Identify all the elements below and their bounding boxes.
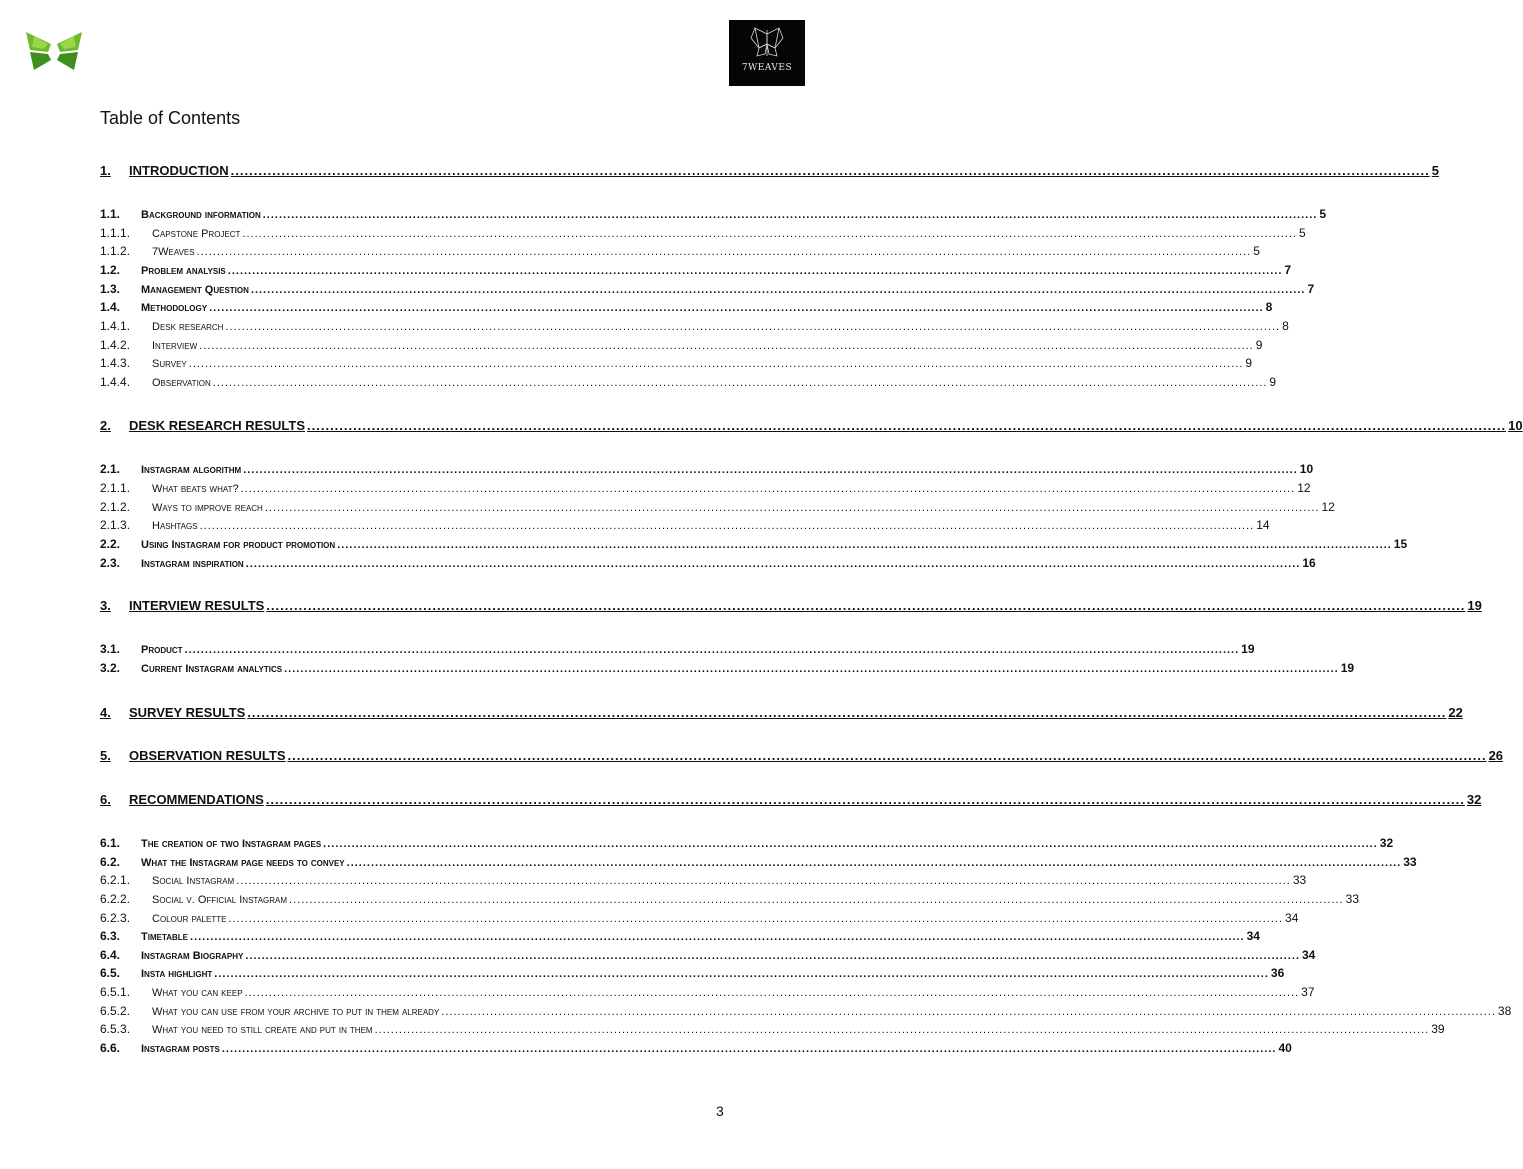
toc-entry-title: SURVEY RESULTS: [129, 705, 246, 720]
toc-entry-page: 19: [1467, 598, 1482, 613]
toc-entry-number: 6.6.: [100, 1041, 121, 1055]
butterfly-outline-icon: [729, 20, 805, 86]
toc-entry-page: 26: [1488, 748, 1504, 763]
dot-leader: ....................................................................................................................................................................................................................................................................: [265, 792, 1465, 807]
toc-entry[interactable]: [100, 375, 1277, 391]
toc-entry-number: 1.: [100, 163, 111, 178]
toc-entry[interactable]: [100, 418, 1523, 436]
toc-entry-page: 8: [1265, 300, 1273, 314]
toc-entry[interactable]: [100, 948, 1316, 964]
toc-entry[interactable]: [100, 244, 1260, 260]
dot-leader: ....................................................................................................................................................................................................................................................................: [199, 340, 1254, 352]
toc-entry-page: 9: [1245, 356, 1253, 370]
toc-entry-title: Using Instagram for product promotion: [141, 539, 336, 551]
dot-leader: ....................................................................................................................................................................................................................................................................: [441, 1006, 1496, 1018]
toc-entry-number: 2.1.2.: [100, 500, 131, 514]
toc-entry-page: 37: [1301, 985, 1315, 999]
dot-leader: ....................................................................................................................................................................................................................................................................: [245, 558, 1301, 570]
toc-entry-number: 1.1.2.: [100, 244, 131, 258]
toc-entry[interactable]: [100, 792, 1482, 810]
toc-entry-number: 6.5.2.: [100, 1004, 131, 1018]
toc-entry[interactable]: [100, 537, 1408, 553]
toc-entry-number: 6.2.1.: [100, 873, 131, 887]
toc-entry-title: Desk research: [152, 321, 224, 333]
dot-leader: ....................................................................................................................................................................................................................................................................: [323, 838, 1378, 850]
toc-entry-number: 2.3.: [100, 556, 121, 570]
toc-entry-title: What the Instagram page needs to convey: [141, 857, 345, 869]
toc-entry-title: Survey: [152, 358, 187, 370]
toc-entry-page: 9: [1255, 338, 1263, 352]
toc-entry-number: 1.4.4.: [100, 375, 131, 389]
dot-leader: ....................................................................................................................................................................................................................................................................: [289, 894, 1344, 906]
toc-entry[interactable]: [100, 226, 1306, 242]
toc-entry-title: Instagram posts: [141, 1043, 220, 1055]
toc-entry-page: 33: [1403, 855, 1417, 869]
toc-entry-title: INTERVIEW RESULTS: [129, 598, 265, 613]
toc-entry-page: 7: [1284, 263, 1292, 277]
toc-entry-number: 3.2.: [100, 661, 121, 675]
dot-leader: ....................................................................................................................................................................................................................................................................: [284, 663, 1339, 675]
toc-entry-title: Instagram algorithm: [141, 464, 242, 476]
toc-entry-title: Observation: [152, 377, 211, 389]
toc-entry-title: What beats what?: [152, 483, 239, 495]
toc-entry-page: 36: [1270, 966, 1285, 980]
dot-leader: ....................................................................................................................................................................................................................................................................: [240, 483, 1296, 495]
toc-entry-page: 40: [1278, 1041, 1292, 1055]
toc-entry-title: Methodology: [141, 302, 208, 314]
dot-leader: ....................................................................................................................................................................................................................................................................: [228, 913, 1284, 925]
toc-entry-number: 6.5.3.: [100, 1022, 131, 1036]
toc-entry-title: Social Instagram: [152, 875, 235, 887]
toc-entry-title: Instagram inspiration: [141, 558, 244, 570]
toc-entry-number: 6.5.1.: [100, 985, 131, 999]
toc-entry-page: 34: [1301, 948, 1316, 962]
dot-leader: ....................................................................................................................................................................................................................................................................: [214, 968, 1269, 980]
dot-leader: ....................................................................................................................................................................................................................................................................: [247, 705, 1447, 720]
toc-entry-number: 6.4.: [100, 948, 121, 962]
dot-leader: ....................................................................................................................................................................................................................................................................: [374, 1024, 1430, 1036]
toc-entry-number: 6.2.3.: [100, 911, 131, 925]
toc-entry-number: 4.: [100, 705, 111, 720]
toc-entry[interactable]: [100, 748, 1504, 766]
brand-logo: [729, 20, 805, 86]
toc-entry-number: 1.4.3.: [100, 356, 131, 370]
toc-entry-title: Ways to improve reach: [152, 502, 263, 514]
dot-leader: ....................................................................................................................................................................................................................................................................: [244, 987, 1300, 999]
toc-entry-title: What you can keep: [152, 987, 243, 999]
dot-leader: ....................................................................................................................................................................................................................................................................: [307, 418, 1507, 433]
toc-entry[interactable]: [100, 282, 1315, 298]
dot-leader: ....................................................................................................................................................................................................................................................................: [225, 321, 1281, 333]
toc-entry-title: What you need to still create and put in them: [152, 1024, 373, 1036]
toc-entry[interactable]: [100, 1041, 1292, 1057]
toc-entry[interactable]: [100, 855, 1417, 871]
toc-entry[interactable]: [100, 836, 1394, 852]
toc-entry-page: 34: [1285, 911, 1299, 925]
toc-entry-number: 6.1.: [100, 836, 121, 850]
toc-entry[interactable]: [100, 319, 1289, 335]
dot-leader: ....................................................................................................................................................................................................................................................................: [227, 265, 1283, 277]
toc-entry-title: Hashtags: [152, 520, 198, 532]
toc-entry[interactable]: [100, 966, 1285, 982]
toc-entry-page: 39: [1431, 1022, 1445, 1036]
toc-entry-title: Insta highlight: [141, 968, 213, 980]
toc-entry-page: 32: [1466, 792, 1482, 807]
toc-entry[interactable]: [100, 873, 1307, 889]
toc-entry-page: 12: [1297, 481, 1311, 495]
toc-entry-title: Instagram Biography: [141, 950, 244, 962]
toc-entry-title: The creation of two Instagram pages: [141, 838, 322, 850]
toc-entry[interactable]: [100, 642, 1255, 658]
dot-leader: ....................................................................................................................................................................................................................................................................: [264, 502, 1320, 514]
dot-leader: ....................................................................................................................................................................................................................................................................: [199, 520, 1255, 532]
toc-entry-number: 2.2.: [100, 537, 121, 551]
toc-entry-number: 3.: [100, 598, 111, 613]
toc-entry-title: DESK RESEARCH RESULTS: [129, 418, 306, 433]
toc-entry-page: 9: [1269, 375, 1277, 389]
toc-entry-number: 6.: [100, 792, 111, 807]
toc-entry-number: 1.3.: [100, 282, 121, 296]
toc-entry-page: 19: [1241, 642, 1255, 656]
toc-entry[interactable]: [100, 338, 1263, 354]
toc-entry-page: 33: [1345, 892, 1360, 906]
brand-name: 7WEAVES: [741, 63, 793, 73]
toc-entry-page: 10: [1508, 418, 1523, 433]
toc-entry-page: 38: [1497, 1004, 1512, 1018]
toc-entry-number: 1.4.2.: [100, 338, 131, 352]
toc-entry-page: 34: [1246, 929, 1260, 943]
toc-entry-title: Background information: [141, 209, 261, 221]
toc-entry-page: 19: [1340, 661, 1355, 675]
toc-entry-title: Current Instagram analytics: [141, 663, 283, 675]
toc-entry-title: Problem analysis: [141, 265, 226, 277]
toc-entry[interactable]: [100, 892, 1360, 908]
toc-entry[interactable]: [100, 985, 1315, 1001]
toc-entry[interactable]: [100, 661, 1355, 677]
toc-entry-page: 5: [1319, 207, 1327, 221]
toc-entry[interactable]: [100, 1004, 1512, 1020]
butterfly-logo-icon: [24, 30, 84, 72]
toc-entry[interactable]: [100, 556, 1316, 572]
toc-entry-number: 6.3.: [100, 929, 121, 943]
toc-entry[interactable]: [100, 356, 1253, 372]
toc-entry-title: Interview: [152, 340, 198, 352]
toc-entry-number: 1.1.: [100, 207, 121, 221]
toc-entry-page: 14: [1256, 518, 1270, 532]
toc-entry-title: Product: [141, 644, 183, 656]
toc-entry-title: Social v. Official Instagram: [152, 894, 288, 906]
toc-entry[interactable]: [100, 1022, 1445, 1038]
toc-entry-page: 15: [1393, 537, 1408, 551]
toc-entry-page: 16: [1302, 556, 1316, 570]
dot-leader: ....................................................................................................................................................................................................................................................................: [209, 302, 1264, 314]
toc-entry-number: 2.: [100, 418, 111, 433]
dot-leader: ....................................................................................................................................................................................................................................................................: [346, 857, 1402, 869]
toc-entry-title: Colour palette: [152, 913, 227, 925]
dot-leader: ....................................................................................................................................................................................................................................................................: [184, 644, 1240, 656]
dot-leader: ....................................................................................................................................................................................................................................................................: [242, 228, 1298, 240]
toc-entry-page: 32: [1379, 836, 1394, 850]
dot-leader: ....................................................................................................................................................................................................................................................................: [266, 598, 1466, 613]
toc-entry-number: 1.2.: [100, 263, 121, 277]
toc-entry[interactable]: [100, 705, 1463, 723]
toc-entry[interactable]: [100, 263, 1292, 279]
toc-entry[interactable]: [100, 518, 1270, 534]
toc-entry-page: 7: [1307, 282, 1315, 296]
toc-entry-page: 8: [1282, 319, 1289, 333]
toc-entry-page: 5: [1299, 226, 1306, 240]
toc-entry-page: 5: [1431, 163, 1439, 178]
dot-leader: ....................................................................................................................................................................................................................................................................: [337, 539, 1392, 551]
toc-entry[interactable]: [100, 462, 1314, 478]
toc-entry-number: 2.1.1.: [100, 481, 131, 495]
toc-entry-number: 6.2.2.: [100, 892, 131, 906]
toc-entry[interactable]: [100, 207, 1327, 223]
toc-entry-number: 6.2.: [100, 855, 121, 869]
toc-entry-title: Capstone Project: [152, 228, 241, 240]
toc-entry-number: 1.1.1.: [100, 226, 131, 240]
toc-entry[interactable]: [100, 163, 1439, 181]
dot-leader: ....................................................................................................................................................................................................................................................................: [236, 875, 1291, 887]
toc-entry-title: INTRODUCTION: [129, 163, 229, 178]
toc-entry-title: RECOMMENDATIONS: [129, 792, 264, 807]
toc-entry-number: 3.1.: [100, 642, 121, 656]
toc-entry-page: 12: [1321, 500, 1335, 514]
toc-entry-number: 2.1.3.: [100, 518, 131, 532]
dot-leader: ....................................................................................................................................................................................................................................................................: [287, 748, 1487, 763]
toc-entry[interactable]: [100, 500, 1335, 516]
dot-leader: ....................................................................................................................................................................................................................................................................: [230, 163, 1430, 178]
dot-leader: ....................................................................................................................................................................................................................................................................: [188, 358, 1244, 370]
toc-entry[interactable]: [100, 481, 1311, 497]
toc-entry[interactable]: [100, 300, 1273, 316]
toc-entry-title: Timetable: [141, 931, 189, 943]
toc-entry-number: 1.4.: [100, 300, 121, 314]
dot-leader: ....................................................................................................................................................................................................................................................................: [262, 209, 1318, 221]
toc-entry-title: What you can use from your archive to put in them already: [152, 1006, 440, 1018]
toc-heading: Table of Contents: [100, 108, 241, 128]
dot-leader: ....................................................................................................................................................................................................................................................................: [221, 1043, 1277, 1055]
toc-entry-number: 2.1.: [100, 462, 121, 476]
dot-leader: ....................................................................................................................................................................................................................................................................: [250, 284, 1306, 296]
page-number: 3: [716, 1103, 724, 1119]
toc-entry-page: 10: [1299, 462, 1314, 476]
toc-entry-title: Management Question: [141, 284, 249, 296]
toc-entry-number: 1.4.1.: [100, 319, 131, 333]
dot-leader: ....................................................................................................................................................................................................................................................................: [243, 464, 1298, 476]
toc-entry-title: 7Weaves: [152, 246, 195, 258]
toc-entry[interactable]: [100, 929, 1260, 945]
toc-entry-page: 5: [1253, 244, 1260, 258]
toc-entry-number: 5.: [100, 748, 111, 763]
toc-entry-page: 33: [1292, 873, 1307, 887]
toc-entry[interactable]: [100, 911, 1299, 927]
toc-entry[interactable]: [100, 598, 1482, 616]
dot-leader: ....................................................................................................................................................................................................................................................................: [190, 931, 1245, 943]
toc-entry-page: 22: [1448, 705, 1463, 720]
toc-entry-number: 6.5.: [100, 966, 121, 980]
toc-entry-title: OBSERVATION RESULTS: [129, 748, 286, 763]
dot-leader: ....................................................................................................................................................................................................................................................................: [245, 950, 1300, 962]
dot-leader: ....................................................................................................................................................................................................................................................................: [196, 246, 1252, 258]
dot-leader: ....................................................................................................................................................................................................................................................................: [212, 377, 1268, 389]
